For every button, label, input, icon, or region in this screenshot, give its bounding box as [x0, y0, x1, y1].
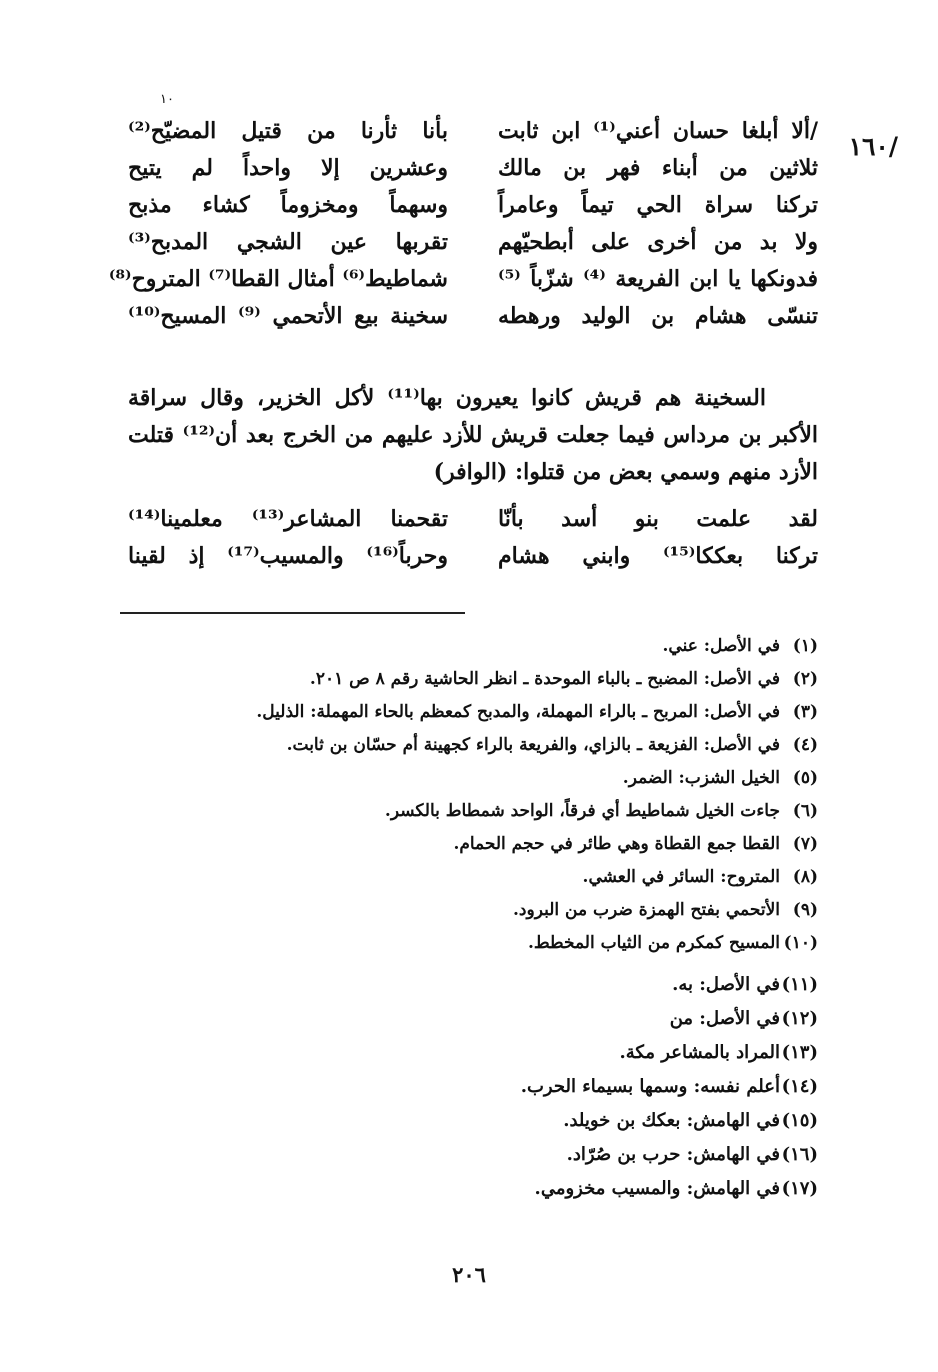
verse-line [128, 303, 818, 340]
footnote [118, 1076, 818, 1110]
footnote [118, 801, 818, 834]
page-number: ٢٠٦ [452, 1262, 486, 1287]
verse-second-hemistich: شماطيط⁽⁶⁾ أمثال القطا⁽⁷⁾ المتروح⁽⁸⁾ [108, 266, 448, 292]
footnote [118, 1008, 818, 1042]
footnote [118, 702, 818, 735]
footnote-text: في الأصل: المضبح ـ بالباء الموحدة ـ انظر الحاشية رقم ٨ ص ٢٠١. [309, 669, 780, 689]
prose-text: السخينة هم قريش كانوا يعيرون بها⁽¹¹⁾ لأكل الخزير، وقال سراقة الأكبر بن مرداس فيما جعلت قريش للأزد عليهم من الخرج بعد أن⁽¹²⁾ قتلت الأزد منهم وسمي بعض من قتلوا: (الوافر) [128, 385, 818, 485]
footnote-number: (٥) [792, 768, 818, 788]
verse-second-hemistich: سخينة بيع الأتحمي ⁽⁹⁾ المسيح⁽¹⁰⁾ [128, 303, 448, 329]
footnote-number: (١٥) [781, 1110, 818, 1131]
footnote-text: في الأصل: عني. [662, 636, 780, 656]
verse-line [128, 543, 818, 580]
footnote-number: (٤) [792, 735, 818, 755]
verse-first-hemistich: تنسّى هشام بن الوليد ورهطه [498, 303, 818, 329]
verse-first-hemistich: تركنا بعككا⁽¹⁵⁾ وابني هشام [498, 543, 818, 569]
footnote-text: أعلم نفسه: وسمها بسيماء الحرب. [520, 1076, 780, 1097]
footnote [118, 933, 818, 966]
footnote-text: المتروح: السائر في العشي. [582, 867, 780, 887]
footnote [118, 900, 818, 933]
verse-line [128, 192, 818, 229]
poem-bottom [128, 506, 818, 580]
footnotes-list [118, 636, 818, 1212]
poem-top [108, 118, 819, 340]
footnote [118, 735, 818, 768]
verse-second-hemistich: وسهماً ومخزوماً كشاء مذبح [128, 192, 448, 218]
footnote-number: (٣) [792, 702, 818, 722]
footnote-text: في الهامش: حرب بن صُرّاد. [566, 1144, 780, 1165]
footnote-number: (١٦) [781, 1144, 818, 1165]
footnote-text: في الأصل: به. [672, 974, 780, 995]
footnote-number: (١٧) [781, 1178, 818, 1199]
verse-line [128, 118, 818, 155]
verse-line [108, 266, 819, 303]
footnote-text: في الأصل: الفزيعة ـ بالزاي، والفريعة بالراء كجهينة أم حسّان بن ثابت. [286, 735, 780, 755]
footnote-text: الخيل الشزب: الضمر. [622, 768, 780, 788]
verse-line [128, 229, 818, 266]
footnote [118, 768, 818, 801]
manuscript-leaf-number: /١٦٠ [848, 132, 898, 161]
footnote-number: (١٢) [781, 1008, 818, 1029]
verse-line [128, 155, 818, 192]
footnote [118, 974, 818, 1008]
footnote-text: المسيح كمكرم من الثياب المخطط. [528, 933, 780, 953]
footnote-text: الأتحمي بفتح الهمزة ضرب من البرود. [513, 900, 780, 920]
verse-second-hemistich: وحرباً⁽¹⁶⁾ والمسيب⁽¹⁷⁾ إذ لقينا [128, 543, 448, 569]
footnote-text: في الهامش: بعكك بن خويلد. [563, 1110, 780, 1131]
verse-first-hemistich: لقد علمت بنو أسد بأنّا [498, 506, 818, 532]
footnote-number: (٩) [792, 900, 818, 920]
verse-first-hemistich: فدونكها يا ابن الفريعة ⁽⁴⁾ شزّباً ⁽⁵⁾ [498, 266, 819, 292]
footnote-number: (١٠) [783, 933, 818, 953]
verse-second-hemistich: بأنا ثأرنا من قتيل المضيّح⁽²⁾ [128, 118, 448, 144]
verse-second-hemistich: تقحمنا المشاعر⁽¹³⁾ معلمينا⁽¹⁴⁾ [128, 506, 448, 532]
corner-mark: ١٠ [160, 92, 174, 107]
footnote-text: القطا جمع القطاة وهي طائر في حجم الحمام. [453, 834, 780, 854]
footnote-number: (١١) [781, 974, 818, 995]
footnote-separator-rule [120, 612, 465, 614]
footnote-number: (١٣) [781, 1042, 818, 1063]
footnote-number: (٧) [792, 834, 818, 854]
footnote-number: (٦) [792, 801, 818, 821]
footnote-number: (٨) [792, 867, 818, 887]
footnote-text: في الأصل: المربح ـ بالراء المهملة، والمدبح كمعظم بالحاء المهملة: الذليل. [256, 702, 780, 722]
footnote [118, 1144, 818, 1178]
footnote-number: (٢) [792, 669, 818, 689]
verse-first-hemistich: ثلاثين من أبناء فهر بن مالك [498, 155, 818, 181]
footnote-number: (١) [792, 636, 818, 656]
footnote-text: المراد بالمشاعر مكة. [619, 1042, 780, 1063]
verse-second-hemistich: تقربها عين الشجي المدبح⁽³⁾ [128, 229, 448, 255]
footnote [118, 1042, 818, 1076]
footnote [118, 1178, 818, 1212]
footnote-number: (١٤) [781, 1076, 818, 1097]
footnote [118, 636, 818, 669]
footnote [118, 867, 818, 900]
footnote-text: في الأصل: من [669, 1008, 780, 1029]
footnote-text: في الهامش: والمسيب مخزومي. [534, 1178, 780, 1199]
footnote [118, 834, 818, 867]
footnote-text: جاءت الخيل شماطيط أي فرقاً، الواحد شمطاط بالكسر. [384, 801, 780, 821]
footnote [118, 669, 818, 702]
verse-second-hemistich: وعشرين إلا واحداً لم يتيح [128, 155, 448, 181]
verse-first-hemistich: /ألا أبلغا حسان أعني⁽¹⁾ ابن ثابت [498, 118, 819, 144]
verse-first-hemistich: تركنا سراة الحي تيماً وعامراً [498, 192, 818, 218]
prose-paragraph [128, 380, 818, 491]
verse-first-hemistich: ولا بد من أخرى على أبطحيّهم [498, 229, 818, 255]
footnote [118, 1110, 818, 1144]
verse-line [128, 506, 818, 543]
